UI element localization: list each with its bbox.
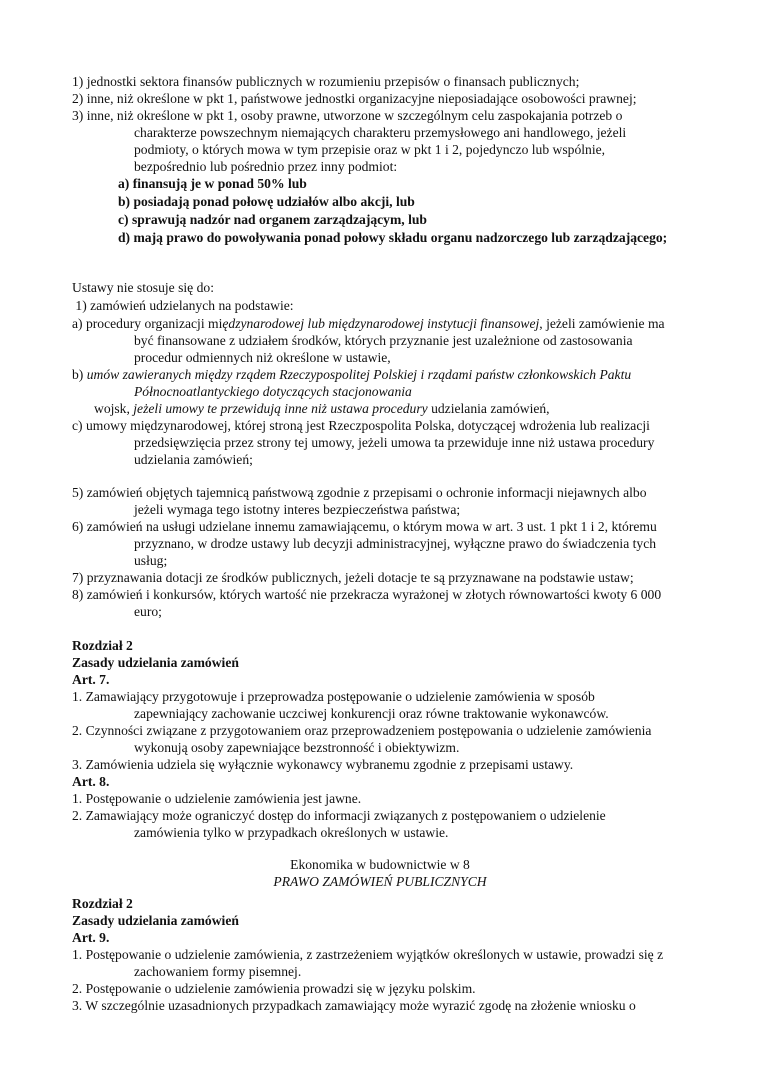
list-item-b [72, 367, 631, 383]
text-span: udzielania zamówień, [427, 401, 550, 416]
list-item-continuation: przedsięwzięcia przez strony tej umowy, jeżeli umowa ta przewiduje inne niż ustawa procedury [134, 435, 655, 450]
sub-item: c) sprawują nadzór nad organem zarządzającym, lub [118, 212, 427, 227]
paragraph-continuation: zapewniający zachowanie uczciwej konkurencji oraz równe traktowanie wykonawców. [134, 706, 609, 721]
list-item-continuation: przyznano, w drodze ustawy lub decyzji administracyjnej, wyłączne prawo do świadczenia tych [134, 536, 657, 551]
chapter-heading: Rozdział 2 [72, 896, 133, 911]
italic-span: jeżeli umowy te przewidują inne niż ustawa procedury [133, 401, 428, 416]
text-span: b) [72, 367, 87, 382]
list-item-continuation: udzielania zamówień; [134, 452, 253, 467]
page-header-title: PRAWO ZAMÓWIEŃ PUBLICZNYCH [273, 874, 487, 889]
paragraph-intro: Ustawy nie stosuje się do: [72, 280, 214, 295]
paragraph: 1. Zamawiający przygotowuje i przeprowadza postępowanie o udzielenie zamówienia w sposób [72, 689, 595, 704]
list-item: 3) inne, niż określone w pkt 1, osoby prawne, utworzone w szczególnym celu zaspokajania potrzeb o [72, 108, 623, 123]
list-item-continuation [94, 401, 550, 417]
text-span: wojsk, [94, 401, 134, 416]
chapter-heading: Rozdział 2 [72, 638, 133, 653]
list-item: 8) zamówień i konkursów, których wartość nie przekracza wyrażonej w złotych równowartości kwoty 6 000 [72, 587, 662, 602]
text-span: a) procedury organizacji mi [72, 316, 223, 331]
paragraph: 2. Postępowanie o udzielenie zamówienia prowadzi się w języku polskim. [72, 981, 476, 996]
article-title: Art. 7. [72, 672, 110, 687]
paragraph: 1. Postępowanie o udzielenie zamówienia, z zastrzeżeniem wyjątków określonych w ustawie, prowadzi się z [72, 947, 664, 962]
list-item-continuation: euro; [134, 604, 162, 619]
paragraph: 2. Czynności związane z przygotowaniem oraz przeprowadzeniem postępowania o udzielenie zamówienia [72, 723, 652, 738]
paragraph-continuation: zachowaniem formy pisemnej. [134, 964, 302, 979]
list-item: 2) inne, niż określone w pkt 1, państwowe jednostki organizacyjne nieposiadające osobowości prawnej; [72, 91, 637, 106]
article-title: Art. 8. [72, 774, 110, 789]
list-item-continuation: jeżeli wymaga tego istotny interes bezpieczeństwa państwa; [134, 502, 461, 517]
list-item-c: c) umowy międzynarodowej, której stroną jest Rzeczpospolita Polska, dotyczącej wdrożenia lub realizacji [72, 418, 650, 433]
list-item-continuation: Północnoatlantyckiego dotyczących stacjonowania [134, 384, 412, 399]
paragraph: 3. W szczególnie uzasadnionych przypadkach zamawiający może wyrazić zgodę na złożenie wniosku o [72, 998, 636, 1013]
list-item: 1) jednostki sektora finansów publicznych w rozumieniu przepisów o finansach publicznych; [72, 74, 580, 89]
paragraph-continuation: zamówienia tylko w przypadkach określonych w ustawie. [134, 825, 449, 840]
list-item-continuation: procedur odmiennych niż określone w ustawie, [134, 350, 391, 365]
article-title: Art. 9. [72, 930, 110, 945]
italic-span: ędzynarodowej lub międzynarodowej instytucji finansowej [222, 316, 540, 331]
sub-item: a) finansują je w ponad 50% lub [118, 176, 307, 191]
list-item: 7) przyznawania dotacji ze środków publicznych, jeżeli dotacje te są przyznawane na podstawie ustaw; [72, 570, 634, 585]
chapter-subheading: Zasady udzielania zamówień [72, 655, 239, 670]
list-item-continuation: usług; [134, 553, 168, 568]
list-item-continuation: charakterze powszechnym niemających charakteru przemysłowego ani handlowego, jeżeli [134, 125, 627, 140]
list-item-continuation: podmioty, o których mowa w tym przepisie oraz w pkt 1 i 2, pojedynczo lub wspólnie, [134, 142, 606, 157]
list-item-continuation: bezpośrednio lub pośrednio przez inny podmiot: [134, 159, 398, 174]
page-header-line: Ekonomika w budownictwie w 8 [290, 857, 470, 872]
paragraph: 1. Postępowanie o udzielenie zamówienia jest jawne. [72, 791, 362, 806]
paragraph: 3. Zamówienia udziela się wyłącznie wykonawcy wybranemu zgodnie z przepisami ustawy. [72, 757, 574, 772]
paragraph: 2. Zamawiający może ograniczyć dostęp do informacji związanych z postępowaniem o udzielenie [72, 808, 606, 823]
sub-item: d) mają prawo do powoływania ponad połowy składu organu nadzorczego lub zarządzającego; [118, 230, 668, 245]
sub-item: b) posiadają ponad połowę udziałów albo akcji, lub [118, 194, 415, 209]
list-item-continuation: być finansowane z udziałem środków, których przyznanie jest uzależnione od zastosowania [134, 333, 633, 348]
list-item-a [72, 316, 665, 332]
list-item: 1) zamówień udzielanych na podstawie: [72, 298, 294, 313]
list-item: 5) zamówień objętych tajemnicą państwową zgodnie z przepisami o ochronie informacji niejawnych albo [72, 485, 647, 500]
chapter-subheading: Zasady udzielania zamówień [72, 913, 239, 928]
paragraph-continuation: wykonują osoby zapewniające bezstronność i obiektywizm. [134, 740, 460, 755]
list-item: 6) zamówień na usługi udzielane innemu zamawiającemu, o którym mowa w art. 3 ust. 1 pkt 1 i 2, któremu [72, 519, 657, 534]
italic-span: umów zawieranych między rządem Rzeczypospolitej Polskiej i rządami państw członkowskich Paktu [86, 367, 632, 382]
text-span: , jeżeli zamówienie ma [539, 316, 665, 331]
